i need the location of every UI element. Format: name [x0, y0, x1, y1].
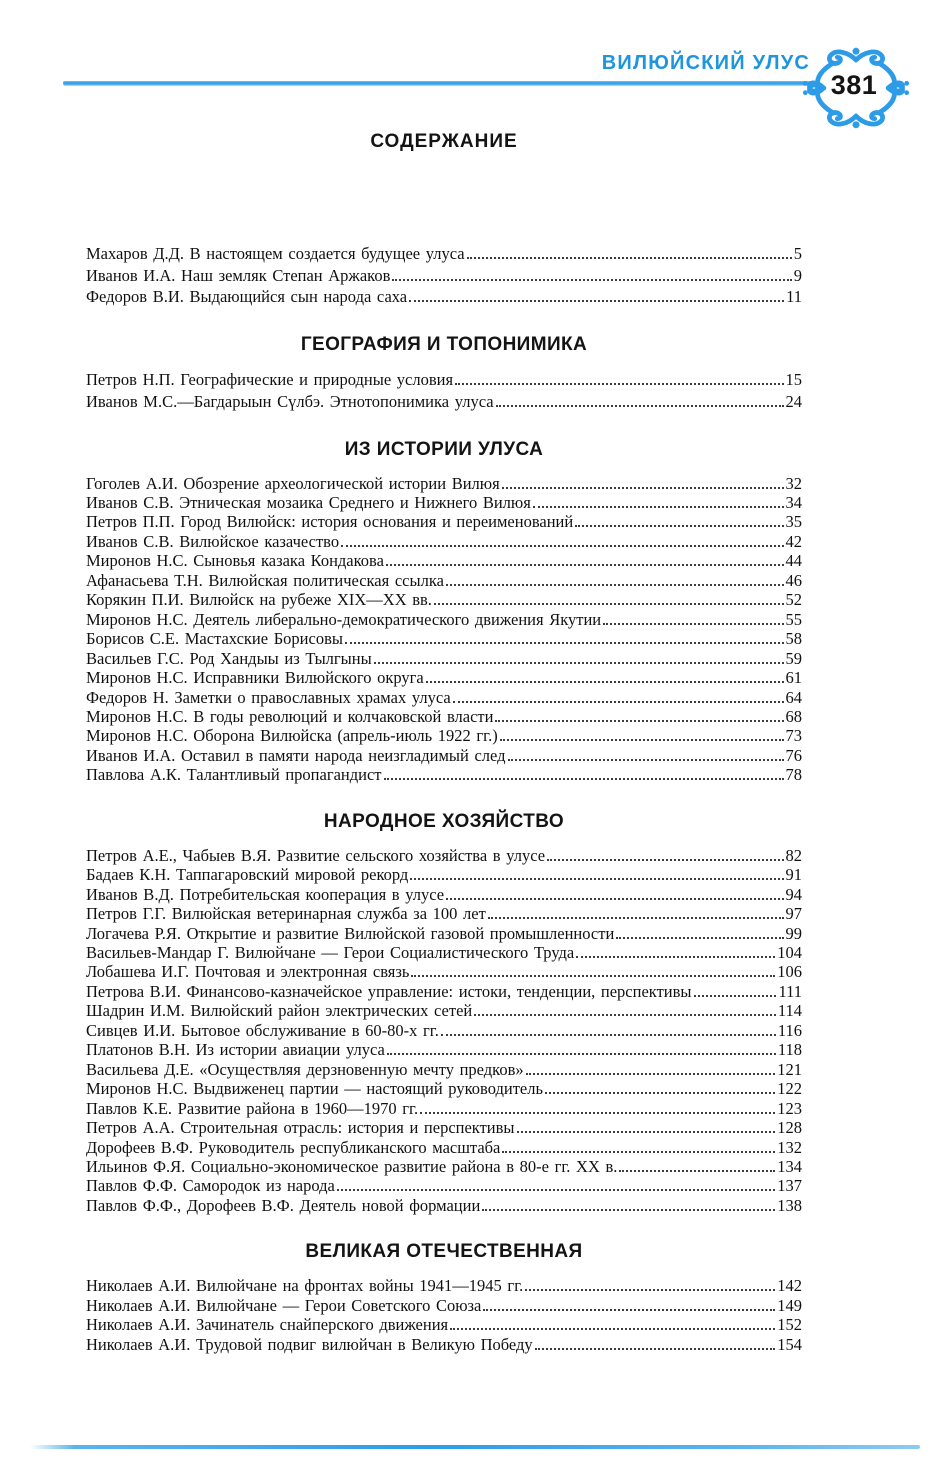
- toc-entry-title: Дорофеев В.Ф. Руководитель республиканского масштаба: [86, 1137, 501, 1157]
- toc-entry-page: 91: [785, 865, 802, 885]
- toc-entry-page: 152: [777, 1315, 802, 1335]
- toc-entry-title: Николаев А.И. Трудовой подвиг вилюйчан в Великую Победу: [86, 1334, 533, 1354]
- toc-entry: [86, 493, 802, 512]
- toc-entry: [86, 243, 802, 265]
- toc-entry-title: Миронов Н.С. Оборона Вилюйска (апрель-июль 1922 гг.): [86, 726, 498, 746]
- toc-entry-title: Ильинов Ф.Я. Социально-экономическое развитие района в 80-е гг. XX в.: [86, 1157, 618, 1177]
- toc-entry: [86, 512, 802, 531]
- toc-entry-title: Павлова А.К. Талантливый пропагандист: [86, 765, 382, 785]
- toc-entry-title: Миронов Н.С. Деятель либерально-демократического движения Якутии: [86, 609, 602, 629]
- toc-entry-title: Петров П.П. Город Вилюйск: история основания и переименований: [86, 512, 574, 532]
- toc-entry-page: 116: [777, 1020, 802, 1040]
- dot-leader: [426, 669, 784, 683]
- toc-entry-title: Афанасьева Т.Н. Вилюйская политическая ссылка: [86, 570, 444, 590]
- toc-entry: [86, 943, 802, 962]
- toc-entry-title: Петров А.Е., Чабыев В.Я. Развитие сельского хозяйства в улусе: [86, 845, 546, 865]
- toc-entry: [86, 1276, 802, 1295]
- toc-entry: [86, 1315, 802, 1334]
- toc-entry-page: 142: [777, 1276, 802, 1296]
- page-number-badge: [802, 46, 910, 130]
- dot-leader: [386, 552, 784, 566]
- toc-entry: [86, 982, 802, 1001]
- dot-leader: [488, 905, 784, 919]
- toc-entry-page: 44: [785, 551, 802, 571]
- section-rows: [86, 369, 802, 412]
- toc-entry-page: 9: [793, 265, 802, 285]
- toc-entry-page: 55: [785, 609, 802, 629]
- dot-leader: [533, 494, 784, 508]
- toc-entry-title: Сивцев И.И. Бытовое обслуживание в 60-80-х гг.: [86, 1020, 439, 1040]
- toc-entry-title: Платонов В.Н. Из истории авиации улуса: [86, 1040, 385, 1060]
- toc-entry-page: 149: [777, 1295, 802, 1315]
- toc-entry: [86, 765, 802, 784]
- toc-section: [86, 334, 802, 412]
- toc-entry-title: Федоров В.И. Выдающийся сын народа саха: [86, 287, 408, 307]
- toc-entry-page: 68: [785, 706, 802, 726]
- toc-entry-title: Павлов Ф.Ф. Самородок из народа: [86, 1176, 335, 1196]
- toc-entry: [86, 1021, 802, 1040]
- toc-entry-title: Васильева Д.Е. «Осуществляя дерзновенную мечту предков»: [86, 1059, 524, 1079]
- toc-entry-page: 34: [785, 492, 802, 512]
- dot-leader: [517, 1119, 776, 1133]
- section-heading: ГЕОГРАФИЯ И ТОПОНИМИКА: [300, 334, 588, 356]
- toc-entry-page: 123: [777, 1098, 802, 1118]
- dot-leader: [446, 572, 784, 586]
- toc-entry: [86, 551, 802, 570]
- toc-entry: [86, 1118, 802, 1137]
- toc-entry-title: Миронов Н.С. Сыновья казака Кондакова: [86, 551, 384, 571]
- footer-rule: [30, 1445, 920, 1449]
- toc-entry-page: 106: [777, 962, 802, 982]
- toc-entry: [86, 1138, 802, 1157]
- toc-entry-title: Лобашева И.Г. Почтовая и электронная связь: [86, 962, 410, 982]
- section-rows: [86, 846, 802, 1216]
- toc-entry-title: Николаев А.И. Вилюйчане на фронтах войны 1941—1945 гг.: [86, 1276, 524, 1296]
- section-rows: [86, 474, 802, 785]
- toc-entry-title: Иванов С.В. Вилюйское казачество: [86, 531, 340, 551]
- dot-leader: [496, 393, 784, 407]
- toc-entry-title: Федоров Н. Заметки о православных храмах улуса: [86, 687, 451, 707]
- toc-entry: [86, 1335, 802, 1354]
- dot-leader: [392, 267, 791, 281]
- dot-leader: [576, 944, 775, 958]
- toc-entry: [86, 532, 802, 551]
- toc-entry-page: 59: [785, 648, 802, 668]
- toc-entry-title: Иванов И.А. Оставил в памяти народа неизгладимый след: [86, 745, 506, 765]
- toc-entry: [86, 688, 802, 707]
- dot-leader: [411, 964, 775, 978]
- dot-leader: [483, 1297, 775, 1311]
- page-number: 381: [830, 70, 878, 100]
- toc-entry-title: Павлов К.Е. Развитие района в 1960—1970 гг.: [86, 1098, 419, 1118]
- toc-entry-page: 5: [793, 244, 802, 263]
- toc-entry-page: 76: [785, 745, 802, 765]
- toc-entry: [86, 1176, 802, 1195]
- dot-leader: [410, 866, 783, 880]
- dot-leader: [500, 728, 784, 742]
- toc-section: [86, 243, 802, 308]
- toc-entry: [86, 746, 802, 765]
- toc-entry-title: Петров Н.П. Географические и природные условия: [86, 370, 454, 390]
- toc-entry-title: Васильев Г.С. Род Хандыы из Тылгыны: [86, 648, 372, 668]
- toc-entry: [86, 1099, 802, 1118]
- toc-entry: [86, 391, 802, 413]
- toc-entry: [86, 846, 802, 865]
- toc-entry-page: 132: [777, 1137, 802, 1157]
- toc-entry-page: 15: [785, 370, 802, 390]
- toc-section: [86, 1241, 802, 1354]
- toc-entry-title: Логачева Р.Я. Открытие и развитие Вилюйской газовой промышленности: [86, 923, 615, 943]
- dot-leader: [616, 925, 783, 939]
- toc-entry-page: 128: [777, 1118, 802, 1138]
- toc-entry: [86, 474, 802, 493]
- toc-entry-page: 99: [785, 923, 802, 943]
- toc-entry-title: Петрова В.И. Финансово-казначейское управление: истоки, тенденции, перспективы: [86, 981, 692, 1001]
- toc-entry-page: 122: [777, 1079, 802, 1099]
- toc-entry: [86, 1157, 802, 1176]
- toc-entry-page: 137: [777, 1176, 802, 1196]
- toc-entry: [86, 924, 802, 943]
- section-rows: [86, 1276, 802, 1354]
- toc-sections: [86, 243, 802, 1354]
- toc-entry-page: 94: [785, 884, 802, 904]
- toc-entry-page: 82: [785, 845, 802, 865]
- running-head: ВИЛЮЙСКИЙ УЛУС: [601, 52, 810, 74]
- dot-leader: [482, 1197, 775, 1211]
- toc-entry: [86, 265, 802, 287]
- toc-entry: [86, 865, 802, 884]
- section-heading: ВЕЛИКАЯ ОТЕЧЕСТВЕННАЯ: [305, 1241, 583, 1263]
- toc-entry-title: Петров А.А. Строительная отрасль: история и перспективы: [86, 1118, 515, 1138]
- toc-entry: [86, 369, 802, 391]
- toc-entry-title: Бадаев К.Н. Таппагаровский мировой рекорд: [86, 865, 409, 885]
- dot-leader: [434, 591, 784, 605]
- toc-entry: [86, 885, 802, 904]
- toc-entry-title: Иванов М.С.—Багдарыын Сүлбэ. Этнотопонимика улуса: [86, 391, 494, 411]
- toc-entry-title: Николаев А.И. Зачинатель снайперского движения: [86, 1315, 449, 1335]
- toc-entry-page: 52: [785, 590, 802, 610]
- toc-entry-title: Шадрин И.М. Вилюйский район электрических сетей: [86, 1001, 473, 1021]
- toc-section: [86, 439, 802, 785]
- toc-entry-title: Миронов Н.С. В годы революций и колчаковской власти: [86, 706, 494, 726]
- dot-leader: [508, 747, 784, 761]
- toc-entry: [86, 649, 802, 668]
- toc-entry-title: Махаров Д.Д. В настоящем создается будущее улуса: [86, 244, 465, 263]
- toc-entry-title: Миронов Н.С. Выдвиженец партии — настоящий руководитель: [86, 1079, 543, 1099]
- dot-leader: [446, 886, 783, 900]
- toc-entry-page: 118: [777, 1040, 802, 1060]
- toc-entry-title: Васильев-Мандар Г. Вилюйчане — Герои Социалистического Труда: [86, 943, 575, 963]
- dot-leader: [525, 1278, 775, 1292]
- toc-section: [86, 811, 802, 1216]
- table-of-contents: [86, 131, 802, 1354]
- toc-entry-page: 154: [777, 1334, 802, 1354]
- toc-entry-page: 24: [785, 391, 802, 411]
- dot-leader: [547, 847, 783, 861]
- toc-entry: [86, 629, 802, 648]
- toc-entry-page: 114: [777, 1001, 802, 1021]
- dot-leader: [441, 1022, 776, 1036]
- toc-entry-title: Миронов Н.С. Исправники Вилюйского округа: [86, 668, 424, 688]
- dot-leader: [409, 289, 784, 303]
- dot-leader: [467, 245, 792, 259]
- toc-entry-title: Борисов С.Е. Мастахские Борисовы: [86, 629, 343, 649]
- header-rule: [63, 81, 811, 85]
- toc-entry: [86, 904, 802, 923]
- toc-entry-page: 61: [785, 668, 802, 688]
- toc-entry-page: 11: [786, 287, 802, 307]
- toc-entry-title: Корякин П.И. Вилюйск на рубеже XIX—XX вв.: [86, 590, 432, 610]
- dot-leader: [526, 1061, 776, 1075]
- toc-entry-page: 104: [777, 943, 802, 963]
- toc-entry: [86, 962, 802, 981]
- toc-entry-page: 97: [785, 904, 802, 924]
- toc-entry: [86, 571, 802, 590]
- dot-leader: [345, 630, 784, 644]
- toc-entry-page: 64: [785, 687, 802, 707]
- toc-entry: [86, 1079, 802, 1098]
- toc-entry-title: Иванов В.Д. Потребительская кооперация в улусе: [86, 884, 445, 904]
- toc-entry: [86, 610, 802, 629]
- dot-leader: [453, 689, 784, 703]
- toc-entry-page: 78: [785, 765, 802, 785]
- dot-leader: [502, 475, 784, 489]
- toc-entry: [86, 286, 802, 308]
- toc-entry: [86, 1060, 802, 1079]
- toc-entry-page: 121: [777, 1059, 802, 1079]
- dot-leader: [545, 1080, 775, 1094]
- toc-entry: [86, 1296, 802, 1315]
- toc-entry-title: Гоголев А.И. Обозрение археологической истории Вилюя: [86, 473, 500, 493]
- toc-title: СОДЕРЖАНИЕ: [370, 131, 518, 152]
- dot-leader: [337, 1178, 775, 1192]
- toc-entry-page: 35: [785, 512, 802, 532]
- toc-entry-title: Николаев А.И. Вилюйчане — Герои Советского Союза: [86, 1295, 482, 1315]
- dot-leader: [502, 1139, 775, 1153]
- toc-entry: [86, 1001, 802, 1020]
- dot-leader: [387, 1041, 776, 1055]
- section-rows: [86, 243, 802, 308]
- toc-entry-page: 111: [778, 981, 802, 1001]
- toc-entry: [86, 1040, 802, 1059]
- toc-entry-page: 138: [777, 1195, 802, 1215]
- dot-leader: [694, 983, 777, 997]
- dot-leader: [474, 1003, 776, 1017]
- toc-entry-title: Петров Г.Г. Вилюйская ветеринарная служба за 100 лет: [86, 904, 486, 924]
- toc-entry-page: 134: [777, 1157, 802, 1177]
- section-heading: НАРОДНОЕ ХОЗЯЙСТВО: [323, 810, 565, 832]
- toc-entry: [86, 1196, 802, 1215]
- dot-leader: [603, 611, 783, 625]
- dot-leader: [495, 708, 783, 722]
- toc-entry: [86, 668, 802, 687]
- toc-entry: [86, 707, 802, 726]
- toc-entry-page: 46: [785, 570, 802, 590]
- toc-entry-page: 58: [785, 629, 802, 649]
- toc-entry-page: 73: [785, 726, 802, 746]
- section-heading: ИЗ ИСТОРИИ УЛУСА: [344, 438, 544, 460]
- toc-entry-page: 42: [785, 531, 802, 551]
- dot-leader: [450, 1316, 775, 1330]
- dot-leader: [619, 1158, 775, 1172]
- dot-leader: [455, 371, 783, 385]
- toc-entry-title: Иванов С.В. Этническая мозаика Среднего и Нижнего Вилюя: [86, 492, 531, 512]
- dot-leader: [384, 766, 784, 780]
- toc-entry: [86, 590, 802, 609]
- toc-entry: [86, 726, 802, 745]
- toc-entry-title: Павлов Ф.Ф., Дорофеев В.Ф. Деятель новой формации: [86, 1195, 481, 1215]
- dot-leader: [341, 533, 783, 547]
- toc-entry-page: 32: [785, 473, 802, 493]
- dot-leader: [374, 650, 784, 664]
- dot-leader: [420, 1100, 775, 1114]
- dot-leader: [535, 1336, 776, 1350]
- toc-entry-title: Иванов И.А. Наш земляк Степан Аржаков: [86, 265, 391, 285]
- dot-leader: [575, 514, 783, 528]
